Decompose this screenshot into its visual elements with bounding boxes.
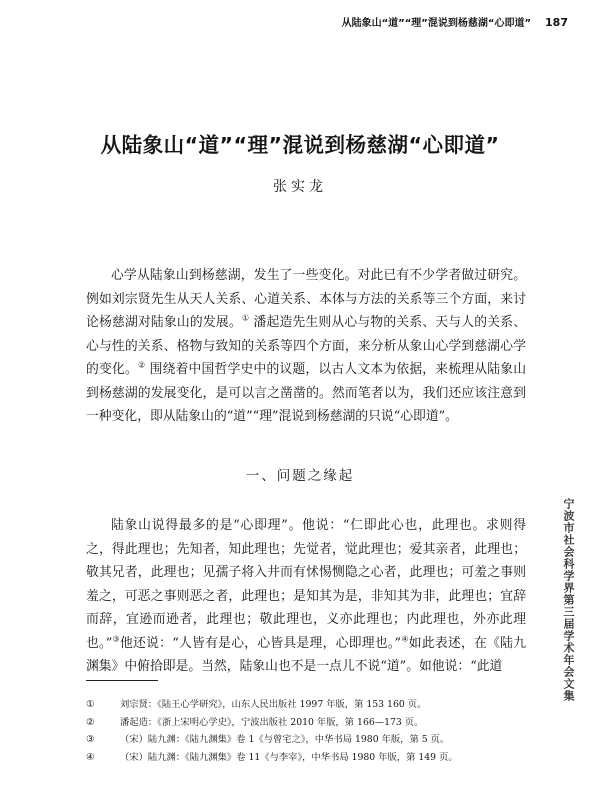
intro-paragraph — [86, 264, 526, 429]
footnote-mark: ② — [86, 716, 95, 728]
footnote-text: 潘起造：《浙上宋明心学史》，宁波出版社 2010 年版，第 166—173 页。 — [120, 716, 424, 728]
section-heading: 一、问题之缘起 — [245, 468, 355, 484]
footnote-2 — [86, 714, 526, 732]
section-paragraph — [86, 514, 526, 679]
section-text-a: 陆象山说得最多的是“心即理”。他说：“仁即此心也，此理也。求则得之，得此理也；先知者，知此理也；先觉者，觉此理也；爱其亲者，此理也；敬其兄者，此理也；见孺子将入井而有怵惕恻隐之心者，此理也；可羞之事则羞之，可恶之事则恶之者，此理也；是知其为是，非知其为非，此理也；宜辞而辞，宜逊而逊者，此理也；敬此理也，义亦此理也；内此理也，外亦此理也。” — [86, 518, 526, 651]
running-head — [300, 14, 568, 29]
footnote-ref-2: ② — [137, 360, 146, 370]
article-author: 张实龙 — [273, 179, 327, 195]
section-text-c: 如此表述，在《陆九渊集》中俯拾即是。当然，陆象山也不是一点儿不说“道”。如他说：“此道 — [86, 635, 527, 674]
footnote-divider — [86, 680, 158, 681]
footnote-1 — [86, 696, 526, 714]
footnote-text: （宋）陆九渊：《陆九渊集》卷 11《与李宰》，中华书局 1980 年版，第 149 页。 — [120, 751, 458, 763]
footnote-text: （宋）陆九渊：《陆九渊集》卷 1《与曾宅之》，中华书局 1980 年版，第 5 页。 — [120, 734, 450, 745]
footnote-mark: ① — [86, 699, 95, 710]
footnote-mark: ④ — [86, 751, 95, 763]
footnotes — [86, 696, 526, 766]
footnote-ref-1: ① — [241, 313, 250, 323]
footnote-mark: ③ — [86, 734, 95, 745]
footnote-ref-4: ④ — [401, 634, 409, 644]
page-number: 187 — [545, 16, 568, 29]
footnote-3 — [86, 731, 526, 749]
side-stamp: 宁波市社会科学界第三届学术年会文集 — [562, 498, 575, 702]
article-title: 从陆象山“道”“理”混说到杨慈湖“心即道” — [100, 133, 500, 157]
footnote-text: 刘宗贤：《陆王心学研究》，山东人民出版社 1997 年版，第 153 160 页。 — [120, 699, 427, 710]
intro-text-a: 心学从陆象山到杨慈湖，发生了一些变化。对此已有不少学者做过研究。例如刘宗贤先生从天人关系、心道关系、本体与方法的关系等三个方面，来讨论杨慈湖对陆象山的发展。 — [86, 268, 526, 330]
running-head-title: 从陆象山“道”“理”混说到杨慈湖“心即道” — [341, 18, 532, 29]
intro-text-c: 围绕着中国哲学史中的议题，以古人文本为依据，来梳理从陆象山到杨慈湖的发展变化，是可以言之凿凿的。然而笔者以为，我们还应该注意到一种变化，即从陆象山的“道”“理”混说到杨慈湖的只说“心即道”。 — [86, 362, 527, 424]
section-text-b: 他还说：“人皆有是心，心皆具是理，心即理也。” — [119, 635, 402, 651]
intro-text-b: 潘起造先生则从心与物的关系、天与人的关系、心与性的关系、格物与致知的关系等四个方面，来分析从象山心学到慈湖心学的变化。 — [86, 315, 527, 377]
footnote-4 — [86, 749, 526, 767]
footnote-ref-3: ③ — [112, 634, 120, 644]
